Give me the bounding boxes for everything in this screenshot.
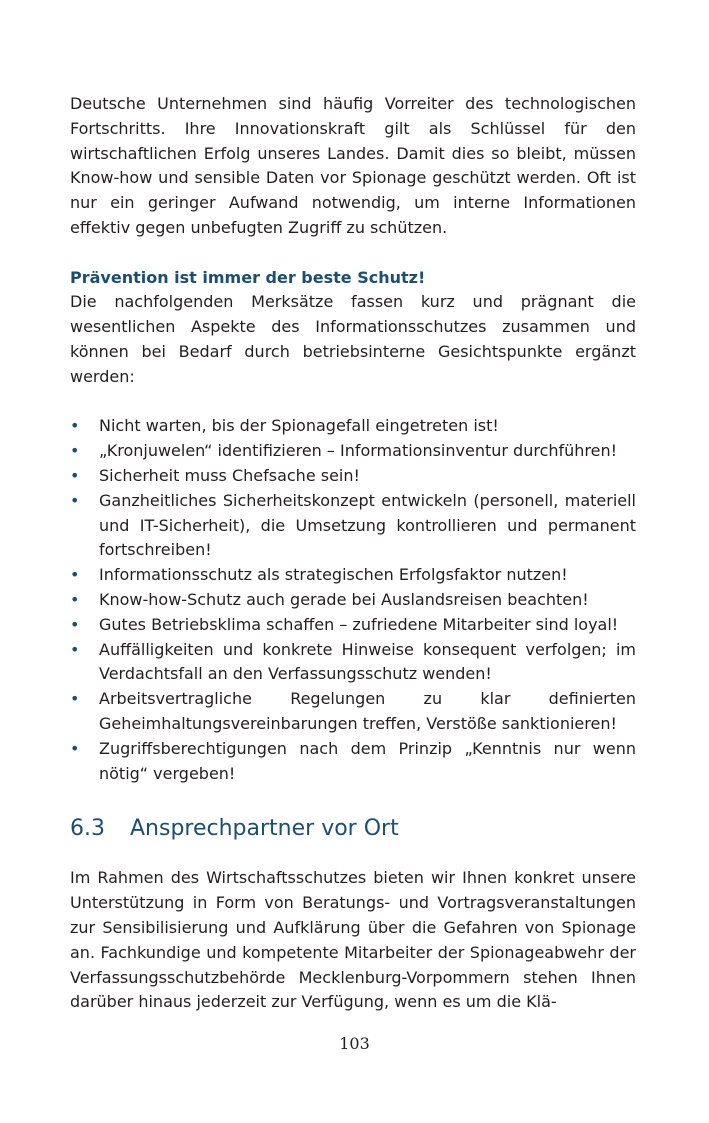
list-item-text: Nicht warten, bis der Spionagefall eingetreten ist! xyxy=(99,416,499,436)
list-item xyxy=(70,613,636,638)
section-number: 6.3 xyxy=(70,816,105,842)
list-item xyxy=(70,687,636,737)
bullet-icon: • xyxy=(70,639,80,659)
bullet-icon: • xyxy=(70,738,80,758)
page-content xyxy=(70,92,636,1015)
list-item xyxy=(70,737,636,787)
intro-paragraph: Deutsche Unternehmen sind häufig Vorreiter des technologischen Fortschritts. Ihre Innovationskraft gilt als Schlüssel für den wirtschaftlichen Erfolg unseres Landes. Damit dies so bleibt, müssen Know-how und sensible Daten vor Spionage geschützt werden. Oft ist nur ein geringer Aufwand notwendig, um interne Informationen effektiv gegen unbefugten Zugriff zu schützen. xyxy=(70,94,636,237)
page-number: 103 xyxy=(339,1034,370,1053)
list-item-text: Ganzheitliches Sicherheitskonzept entwickeln (personell, materiell und IT-Sicherheit), die Umsetzung kontrollieren und permanent fortschreiben! xyxy=(99,490,636,560)
list-item-text: „Kronjuwelen“ identifizieren – Informationsinventur durchführen! xyxy=(99,441,618,461)
list-item xyxy=(70,414,636,439)
list-item-text: Arbeitsvertragliche Regelungen zu klar definierten Geheimhaltungsvereinbarungen treffen, Verstöße sanktionieren! xyxy=(99,689,636,733)
list-item xyxy=(70,439,636,464)
bullet-icon: • xyxy=(70,589,80,609)
list-item xyxy=(70,489,636,563)
list-item-text: Auffälligkeiten und konkrete Hinweise konsequent verfolgen; im Verdachtsfall an den Verfassungsschutz wenden! xyxy=(99,639,636,684)
list-item xyxy=(70,638,636,688)
section-heading xyxy=(70,812,636,846)
list-item-text: Know-how-Schutz auch gerade bei Auslandsreisen beachten! xyxy=(99,589,589,609)
bullet-icon: • xyxy=(70,565,80,585)
bullet-icon: • xyxy=(70,416,80,436)
prevention-heading: Prävention ist immer der beste Schutz! xyxy=(70,267,426,287)
tips-list xyxy=(70,414,636,786)
list-item-text: Sicherheit muss Chefsache sein! xyxy=(99,465,360,485)
bullet-icon: • xyxy=(70,465,80,485)
list-item-text: Zugriffsberechtigungen nach dem Prinzip „Kenntnis nur wenn nötig“ vergeben! xyxy=(99,738,636,783)
section-title: Ansprechpartner vor Ort xyxy=(130,816,399,842)
section-paragraph: Im Rahmen des Wirtschaftsschutzes bieten wir Ihnen konkret unsere Unterstützung in Form von Beratungs- und Vortragsveranstaltungen zur Sensibilisierung und Aufklärung über die Gefahren von Spionage an. Fachkundige und kompetente Mitarbeiter der Spionageabwehr der Verfassungsschutzbehörde Mecklenburg-Vorpommern stehen Ihnen darüber hinaus jederzeit zur Verfügung, wenn es um die Klä- xyxy=(70,868,636,1012)
list-item xyxy=(70,588,636,613)
bullet-icon: • xyxy=(70,490,80,510)
prevention-text: Die nachfolgenden Merksätze fassen kurz und prägnant die wesentlichen Aspekte des Informationsschutzes zusammen und können bei Bedarf durch betriebsinterne Gesichtspunkte ergänzt werden: xyxy=(70,292,636,386)
bullet-icon: • xyxy=(70,689,80,709)
list-item-text: Informationsschutz als strategischen Erfolgsfaktor nutzen! xyxy=(99,565,568,585)
bullet-icon: • xyxy=(70,614,80,634)
list-item-text: Gutes Betriebsklima schaffen – zufriedene Mitarbeiter sind loyal! xyxy=(99,614,619,634)
list-item xyxy=(70,464,636,489)
bullet-icon: • xyxy=(70,441,80,461)
list-item xyxy=(70,563,636,588)
